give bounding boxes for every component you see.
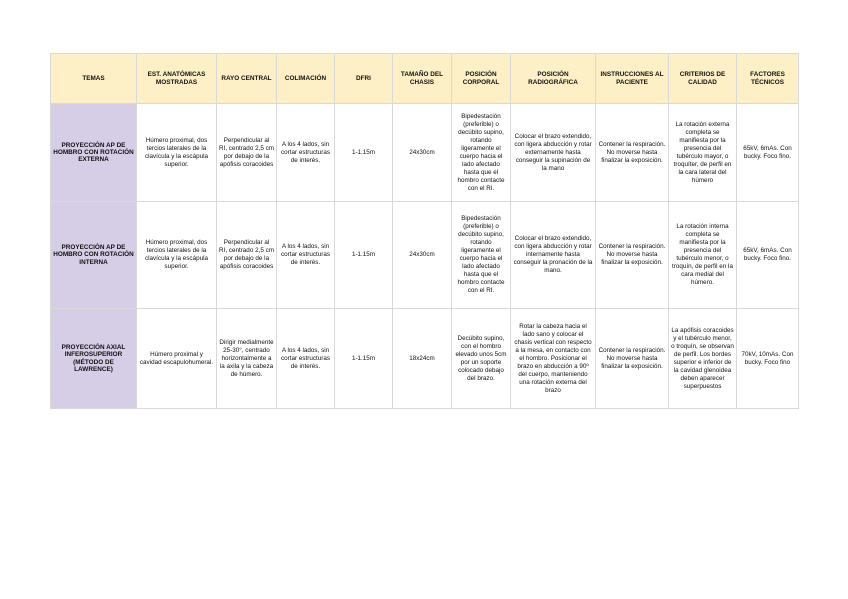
header-criterios: CRITERIOS DE CALIDAD xyxy=(669,54,737,104)
cell-instrucciones: Contener la respiración. No moverse hasta finalizar la exposición. xyxy=(596,104,669,202)
cell-posicion-corporal: Bipedestación (preferible) o decúbito supino, rotando ligeramente el cuerpo hacia el lado afectado hasta que el hombro contacte con el RI. xyxy=(452,104,511,202)
header-temas: TEMAS xyxy=(51,54,137,104)
header-instrucciones: INSTRUCCIONES AL PACIENTE xyxy=(596,54,669,104)
cell-posicion-corporal: Bipedestación (preferible) o decúbito supino, rotando ligeramente el cuerpo hacia el lado afectado hasta que el hombro contacte con el RI. xyxy=(452,202,511,309)
cell-factores: 65kV, 6mAs. Con bucky. Foco fino. xyxy=(737,202,799,309)
cell-factores: 65kV, 6mAs. Con bucky. Foco fino. xyxy=(737,104,799,202)
radiography-protocol-table xyxy=(50,53,799,409)
cell-posicion-radiografica: Colocar el brazo extendido, con ligera abducción y rotar externamente hasta conseguir la supinación de la mano xyxy=(511,104,596,202)
cell-tamano-chasis: 24x30cm xyxy=(393,202,452,309)
table-row xyxy=(51,104,799,202)
cell-tema: PROYECCIÓN AP DE HOMBRO CON ROTACIÓN INTERNA xyxy=(51,202,137,309)
cell-rayo-central: Perpendicular al RI, centrado 2,5 cm por debajo de la apófisis coracoides xyxy=(217,104,277,202)
header-colimacion: COLIMACIÓN xyxy=(277,54,335,104)
cell-criterios: La rotación externa completa se manifiesta por la presencia del tubérculo mayor, o troquíter, de perfil en la cara lateral del húmero xyxy=(669,104,737,202)
header-factores: FACTORES TÉCNICOS xyxy=(737,54,799,104)
cell-rayo-central: Perpendicular al RI, centrado 2,5 cm por debajo de la apófisis coracoides xyxy=(217,202,277,309)
cell-posicion-radiografica: Rotar la cabeza hacia el lado sano y colocar el chasis vertical con respecto a la mesa, en contacto con el hombro. Posicionar el brazo en abducción a 90º del cuerpo, manteniendo una rotación externa del brazo xyxy=(511,309,596,409)
cell-estructuras: Húmero proximal y cavidad escapulohumeral. xyxy=(137,309,217,409)
cell-estructuras: Húmero proximal, dos tercios laterales de la clavícula y la escápula superior. xyxy=(137,104,217,202)
cell-instrucciones: Contener la respiración. No moverse hasta finalizar la exposición. xyxy=(596,309,669,409)
cell-tema: PROYECCIÓN AXIAL INFEROSUPERIOR (MÉTODO DE LAWRENCE) xyxy=(51,309,137,409)
header-dfri: DFRI xyxy=(335,54,393,104)
cell-tema: PROYECCIÓN AP DE HOMBRO CON ROTACIÓN EXTERNA xyxy=(51,104,137,202)
cell-criterios: La apófisis coracoides y el tubérculo menor, o troquín, se observan de perfil. Los bordes superior e inferior de la cavidad glenoidea deben aparecer superpuestos xyxy=(669,309,737,409)
header-posicion-radiografica: POSICIÓN RADIOGRÁFICA xyxy=(511,54,596,104)
cell-dfri: 1-1.15m xyxy=(335,202,393,309)
table-row xyxy=(51,202,799,309)
cell-rayo-central: Dirigir medialmente 25-30°, centrado horizontalmente a la axila y la cabeza de húmero. xyxy=(217,309,277,409)
cell-estructuras: Húmero proximal, dos tercios laterales de la clavícula y la escápula superior. xyxy=(137,202,217,309)
cell-dfri: 1-1.15m xyxy=(335,104,393,202)
cell-dfri: 1-1.15m xyxy=(335,309,393,409)
cell-colimacion: A los 4 lados, sin cortar estructuras de interés. xyxy=(277,202,335,309)
header-row xyxy=(51,54,799,104)
cell-posicion-radiografica: Colocar el brazo extendido, con ligera abducción y rotar internamente hasta conseguir la pronación de la mano. xyxy=(511,202,596,309)
header-rayo-central: RAYO CENTRAL xyxy=(217,54,277,104)
cell-posicion-corporal: Decúbito supino, con el hombro elevado unos 5cm por un soporte colocado debajo del brazo. xyxy=(452,309,511,409)
header-posicion-corporal: POSICIÓN CORPORAL xyxy=(452,54,511,104)
cell-criterios: La rotación interna completa se manifiesta por la presencia del tubérculo menor, o troquín, de perfil en la cara medial del húmero. xyxy=(669,202,737,309)
cell-tamano-chasis: 18x24cm xyxy=(393,309,452,409)
cell-colimacion: A los 4 lados, sin cortar estructuras de interés. xyxy=(277,104,335,202)
header-tamano-chasis: TAMAÑO DEL CHASIS xyxy=(393,54,452,104)
header-estructuras: EST. ANATÓMICAS MOSTRADAS xyxy=(137,54,217,104)
document-page xyxy=(50,53,799,409)
cell-tamano-chasis: 24x30cm xyxy=(393,104,452,202)
table-row xyxy=(51,309,799,409)
cell-colimacion: A los 4 lados, sin cortar estructuras de interés. xyxy=(277,309,335,409)
cell-factores: 70kV, 10mAs. Con bucky. Foco fino xyxy=(737,309,799,409)
cell-instrucciones: Contener la respiración. No moverse hasta finalizar la exposición. xyxy=(596,202,669,309)
